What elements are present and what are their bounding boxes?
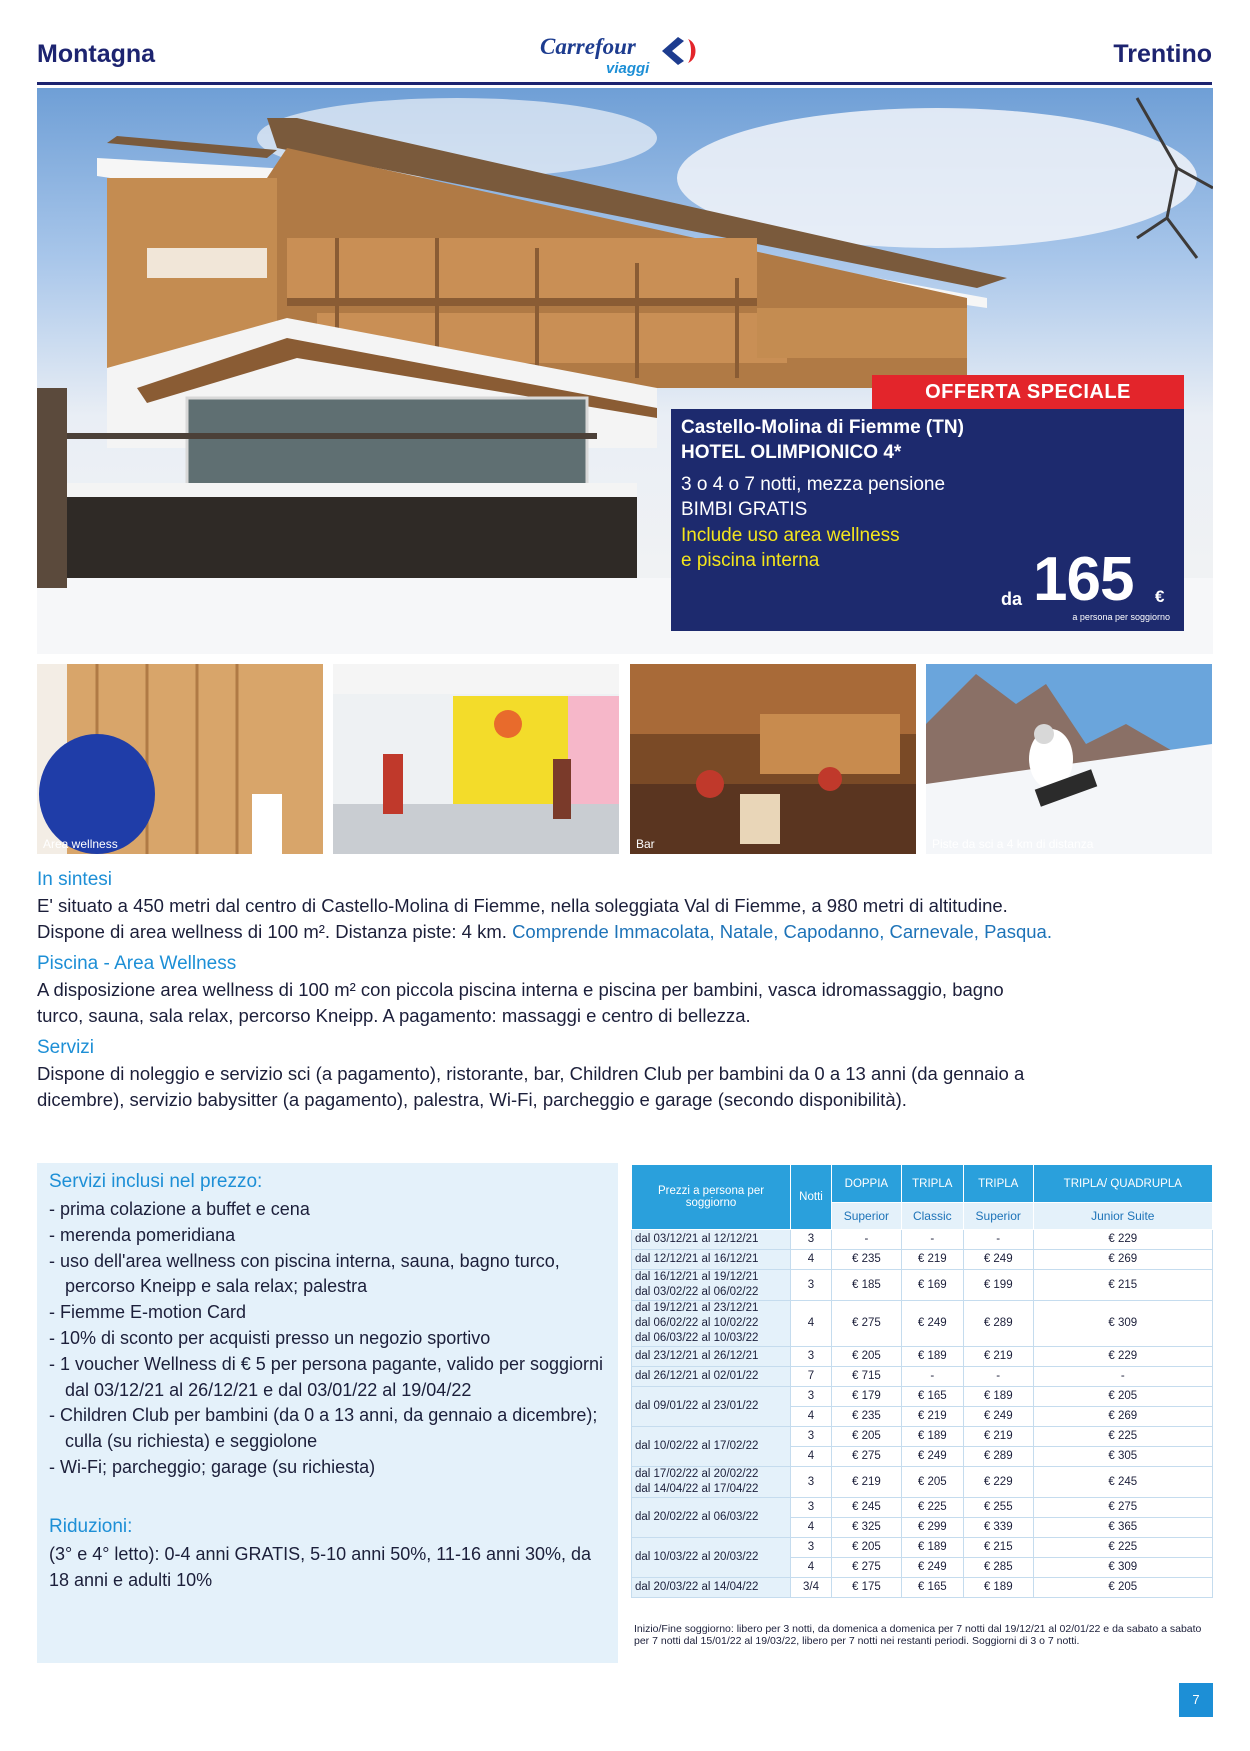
notti-cell: 3/4	[791, 1578, 832, 1598]
price-cell: € 249	[963, 1407, 1033, 1427]
price-cell: € 225	[1033, 1427, 1212, 1447]
notti-cell: 3	[791, 1498, 832, 1518]
period-cell	[632, 1427, 791, 1467]
subheader-junior-suite: Junior Suite	[1033, 1203, 1212, 1230]
price-cell: € 165	[901, 1578, 963, 1598]
period-cell	[632, 1230, 791, 1250]
period-text: dal 12/12/21 al 16/12/21	[635, 1253, 759, 1265]
price-cell: € 219	[832, 1467, 902, 1498]
period-cell	[632, 1367, 791, 1387]
subheader-classic: Classic	[901, 1203, 963, 1230]
price-cell: € 189	[963, 1387, 1033, 1407]
notti-cell: 4	[791, 1301, 832, 1347]
price-cell: € 225	[901, 1498, 963, 1518]
subheader-superior: Superior	[832, 1203, 902, 1230]
offer-kids: BIMBI GRATIS	[681, 499, 808, 520]
price-cell: € 215	[963, 1538, 1033, 1558]
notti-cell: 3	[791, 1387, 832, 1407]
thumb-caption: Piste da sci a 4 km di distanza	[932, 837, 1094, 851]
table-row	[632, 1367, 1213, 1387]
notti-cell: 3	[791, 1347, 832, 1367]
table-row	[632, 1301, 1213, 1347]
price-cell: € 255	[963, 1498, 1033, 1518]
price-cell: € 249	[901, 1558, 963, 1578]
table-row	[632, 1578, 1213, 1598]
price-cell: € 275	[832, 1301, 902, 1347]
price-cell: € 205	[1033, 1578, 1212, 1598]
table-row	[632, 1347, 1213, 1367]
period-cell	[632, 1347, 791, 1367]
period-text: dal 10/02/22 al 17/02/22	[635, 1440, 759, 1452]
price-cell: € 165	[901, 1387, 963, 1407]
notti-cell: 3	[791, 1538, 832, 1558]
header-tripla-superior: TRIPLA	[963, 1165, 1033, 1203]
price-cell: € 215	[1033, 1270, 1212, 1301]
period-text: dal 26/12/21 al 02/01/22	[635, 1370, 759, 1382]
offer-box	[671, 409, 1184, 631]
table-row	[632, 1498, 1213, 1518]
thumb-bar	[630, 664, 916, 854]
header-doppia: DOPPIA	[832, 1165, 902, 1203]
price-cell: -	[963, 1367, 1033, 1387]
period-text: dal 20/03/22 al 14/04/22	[635, 1581, 759, 1593]
piscina-line-1: A disposizione area wellness di 100 m² con piccola piscina interna e piscina per bambini, vasca idromassaggio, bagno	[37, 979, 1004, 1000]
price-cell: € 309	[1033, 1301, 1212, 1347]
sintesi-line-2	[37, 919, 1217, 945]
offer-price-prefix: da	[1001, 589, 1023, 609]
price-cell: € 189	[963, 1578, 1033, 1598]
price-cell: € 185	[832, 1270, 902, 1301]
price-cell: € 205	[832, 1538, 902, 1558]
price-cell: € 205	[832, 1347, 902, 1367]
thumb-caption: Area wellness	[43, 837, 118, 851]
price-cell: € 189	[901, 1538, 963, 1558]
included-list	[49, 1197, 609, 1481]
table-row	[632, 1427, 1213, 1447]
price-cell: € 219	[901, 1407, 963, 1427]
period-text: dal 14/04/22 al 17/04/22	[635, 1483, 759, 1495]
period-text: dal 06/03/22 al 10/03/22	[635, 1332, 759, 1344]
period-cell	[632, 1387, 791, 1427]
section-title-piscina: Piscina - Area Wellness	[37, 953, 237, 974]
riduzioni-text: (3° e 4° letto): 0-4 anni GRATIS, 5-10 anni 50%, 11-16 anni 30%, da 18 anni e adulti 10%	[49, 1544, 592, 1590]
offer-location: Castello-Molina di Fiemme (TN)	[681, 417, 964, 438]
price-cell: € 365	[1033, 1518, 1212, 1538]
included-item: - 1 voucher Wellness di € 5 per persona pagante, valido per soggiorni dal 03/12/21 al 26/12/21 e dal 03/01/22 al 19/04/22	[49, 1352, 609, 1404]
included-item: - Wi-Fi; parcheggio; garage (su richiesta)	[49, 1455, 609, 1481]
price-cell: € 289	[963, 1447, 1033, 1467]
period-text: dal 19/12/21 al 23/12/21	[635, 1302, 759, 1314]
notti-cell: 7	[791, 1367, 832, 1387]
price-cell: € 219	[963, 1347, 1033, 1367]
included-item: - Children Club per bambini (da 0 a 13 anni, da gennaio a dicembre); culla (su richiesta) e seggiolone	[49, 1403, 609, 1455]
price-cell: € 325	[832, 1518, 902, 1538]
price-table	[631, 1164, 1213, 1598]
price-cell: € 175	[832, 1578, 902, 1598]
included-item: - 10% di sconto per acquisti presso un negozio sportivo	[49, 1326, 609, 1352]
price-cell: € 275	[1033, 1498, 1212, 1518]
price-cell: € 205	[1033, 1387, 1212, 1407]
offer-stay: 3 o 4 o 7 notti, mezza pensione	[681, 474, 946, 495]
period-text: dal 23/12/21 al 26/12/21	[635, 1350, 759, 1362]
price-cell: € 245	[1033, 1467, 1212, 1498]
header-rule	[37, 82, 1212, 85]
price-cell: -	[832, 1230, 902, 1250]
period-cell	[632, 1498, 791, 1538]
price-cell: € 309	[1033, 1558, 1212, 1578]
carrefour-viaggi-logo	[540, 34, 720, 82]
price-cell: € 249	[901, 1447, 963, 1467]
offer-banner: OFFERTA SPECIALE	[872, 375, 1184, 409]
price-cell: € 245	[832, 1498, 902, 1518]
notti-cell: 4	[791, 1447, 832, 1467]
header-prezzi: Prezzi a persona per soggiorno	[632, 1165, 791, 1230]
price-cell: € 219	[963, 1427, 1033, 1447]
table-row	[632, 1250, 1213, 1270]
price-cell: € 229	[963, 1467, 1033, 1498]
period-cell	[632, 1578, 791, 1598]
table-row	[632, 1387, 1213, 1407]
riduzioni-title: Riduzioni:	[49, 1516, 133, 1537]
included-item: - uso dell'area wellness con piscina interna, sauna, bagno turco, percorso Kneipp e sala relax; palestra	[49, 1249, 609, 1301]
price-cell: € 189	[901, 1347, 963, 1367]
period-text: dal 16/12/21 al 19/12/21	[635, 1271, 759, 1283]
subheader-superior-2: Superior	[963, 1203, 1033, 1230]
price-cell: € 229	[1033, 1347, 1212, 1367]
thumb-ski-slopes	[926, 664, 1212, 854]
notti-cell: 3	[791, 1270, 832, 1301]
price-cell: € 219	[901, 1250, 963, 1270]
period-text: dal 03/02/22 al 06/02/22	[635, 1286, 759, 1298]
period-text: dal 17/02/22 al 20/02/22	[635, 1468, 759, 1480]
offer-hotel-name: HOTEL OLIMPIONICO 4*	[681, 442, 902, 463]
offer-price-note: a persona per soggiorno	[1072, 612, 1170, 622]
price-cell: € 715	[832, 1367, 902, 1387]
price-cell: € 305	[1033, 1447, 1212, 1467]
included-item: - prima colazione a buffet e cena	[49, 1197, 609, 1223]
price-cell: € 229	[1033, 1230, 1212, 1250]
header-notti: Notti	[791, 1165, 832, 1230]
period-cell	[632, 1270, 791, 1301]
price-cell: € 225	[1033, 1538, 1212, 1558]
price-cell: -	[901, 1367, 963, 1387]
price-cell: € 275	[832, 1558, 902, 1578]
table-row	[632, 1270, 1213, 1301]
price-cell: € 339	[963, 1518, 1033, 1538]
thumb-children-club	[333, 664, 619, 854]
price-cell: € 199	[963, 1270, 1033, 1301]
price-cell: € 205	[832, 1427, 902, 1447]
section-title-sintesi: In sintesi	[37, 869, 112, 890]
offer-include-2: e piscina interna	[681, 550, 820, 571]
price-cell: € 269	[1033, 1250, 1212, 1270]
price-cell: € 235	[832, 1407, 902, 1427]
thumb-area-wellness	[37, 664, 323, 854]
notti-cell: 3	[791, 1230, 832, 1250]
period-cell	[632, 1467, 791, 1498]
thumb-caption: Bar	[636, 837, 655, 851]
period-text: dal 03/12/21 al 12/12/21	[635, 1233, 759, 1245]
price-cell: € 235	[832, 1250, 902, 1270]
section-title-servizi: Servizi	[37, 1037, 95, 1058]
sintesi-text: Dispone di area wellness di 100 m². Distanza piste: 4 km.	[37, 921, 507, 942]
piscina-line-2: turco, sauna, sala relax, percorso Kneipp. A pagamento: massaggi e centro di bellezza.	[37, 1005, 751, 1026]
notti-cell: 3	[791, 1427, 832, 1447]
price-cell: € 169	[901, 1270, 963, 1301]
notti-cell: 4	[791, 1518, 832, 1538]
price-cell: € 285	[963, 1558, 1033, 1578]
notti-cell: 4	[791, 1407, 832, 1427]
price-cell: € 249	[963, 1250, 1033, 1270]
price-cell: -	[963, 1230, 1033, 1250]
sintesi-holidays: Comprende Immacolata, Natale, Capodanno, Carnevale, Pasqua.	[512, 921, 1052, 942]
table-row	[632, 1230, 1213, 1250]
period-text: dal 09/01/22 al 23/01/22	[635, 1400, 759, 1412]
logo-brand: Carrefour	[540, 34, 636, 59]
table-note: Inizio/Fine soggiorno: libero per 3 notti, da domenica a domenica per 7 notti dal 19/12/21 al 02/01/22 e da sabato a sabato per 7 notti dal 15/01/22 al 19/03/22, libero per 7 notti nei restanti periodi. Soggiorni di 3 o 7 notti.	[634, 1623, 1202, 1647]
price-cell: € 189	[901, 1427, 963, 1447]
logo-sub: viaggi	[606, 60, 650, 77]
period-cell	[632, 1538, 791, 1578]
price-cell: € 179	[832, 1387, 902, 1407]
price-cell: € 269	[1033, 1407, 1212, 1427]
table-row	[632, 1467, 1213, 1498]
period-cell	[632, 1250, 791, 1270]
included-item: - merenda pomeridiana	[49, 1223, 609, 1249]
notti-cell: 3	[791, 1467, 832, 1498]
offer-include-1: Include uso area wellness	[681, 525, 900, 546]
price-cell: € 289	[963, 1301, 1033, 1347]
section-label-right: Trentino	[1113, 40, 1212, 68]
table-row	[632, 1538, 1213, 1558]
notti-cell: 4	[791, 1250, 832, 1270]
sintesi-line-1: E' situato a 450 metri dal centro di Castello-Molina di Fiemme, nella soleggiata Val di Fiemme, a 980 metri di altitudine.	[37, 895, 1008, 916]
price-cell: € 249	[901, 1301, 963, 1347]
period-text: dal 20/02/22 al 06/03/22	[635, 1511, 759, 1523]
included-item: - Fiemme E-motion Card	[49, 1300, 609, 1326]
price-cell: € 205	[901, 1467, 963, 1498]
notti-cell: 4	[791, 1558, 832, 1578]
servizi-line-1: Dispone di noleggio e servizio sci (a pagamento), ristorante, bar, Children Club per bambini da 0 a 13 anni (da gennaio a	[37, 1063, 1025, 1084]
offer-currency: €	[1155, 587, 1165, 606]
period-text: dal 06/02/22 al 10/02/22	[635, 1317, 759, 1329]
page-number: 7	[1179, 1683, 1213, 1717]
included-title: Servizi inclusi nel prezzo:	[49, 1171, 263, 1192]
offer-price: 165	[1033, 545, 1134, 614]
section-label-left: Montagna	[37, 40, 156, 68]
header-quadrupla: TRIPLA/ QUADRUPLA	[1033, 1165, 1212, 1203]
price-cell: -	[901, 1230, 963, 1250]
header-tripla-classic: TRIPLA	[901, 1165, 963, 1203]
price-cell: -	[1033, 1367, 1212, 1387]
carrefour-icon	[658, 34, 706, 68]
period-text: dal 10/03/22 al 20/03/22	[635, 1551, 759, 1563]
price-table-body	[632, 1230, 1213, 1598]
price-cell: € 299	[901, 1518, 963, 1538]
price-cell: € 275	[832, 1447, 902, 1467]
included-services-box	[37, 1163, 618, 1663]
period-cell	[632, 1301, 791, 1347]
servizi-line-2: dicembre), servizio babysitter (a pagamento), palestra, Wi-Fi, parcheggio e garage (secondo disponibilità).	[37, 1089, 907, 1110]
